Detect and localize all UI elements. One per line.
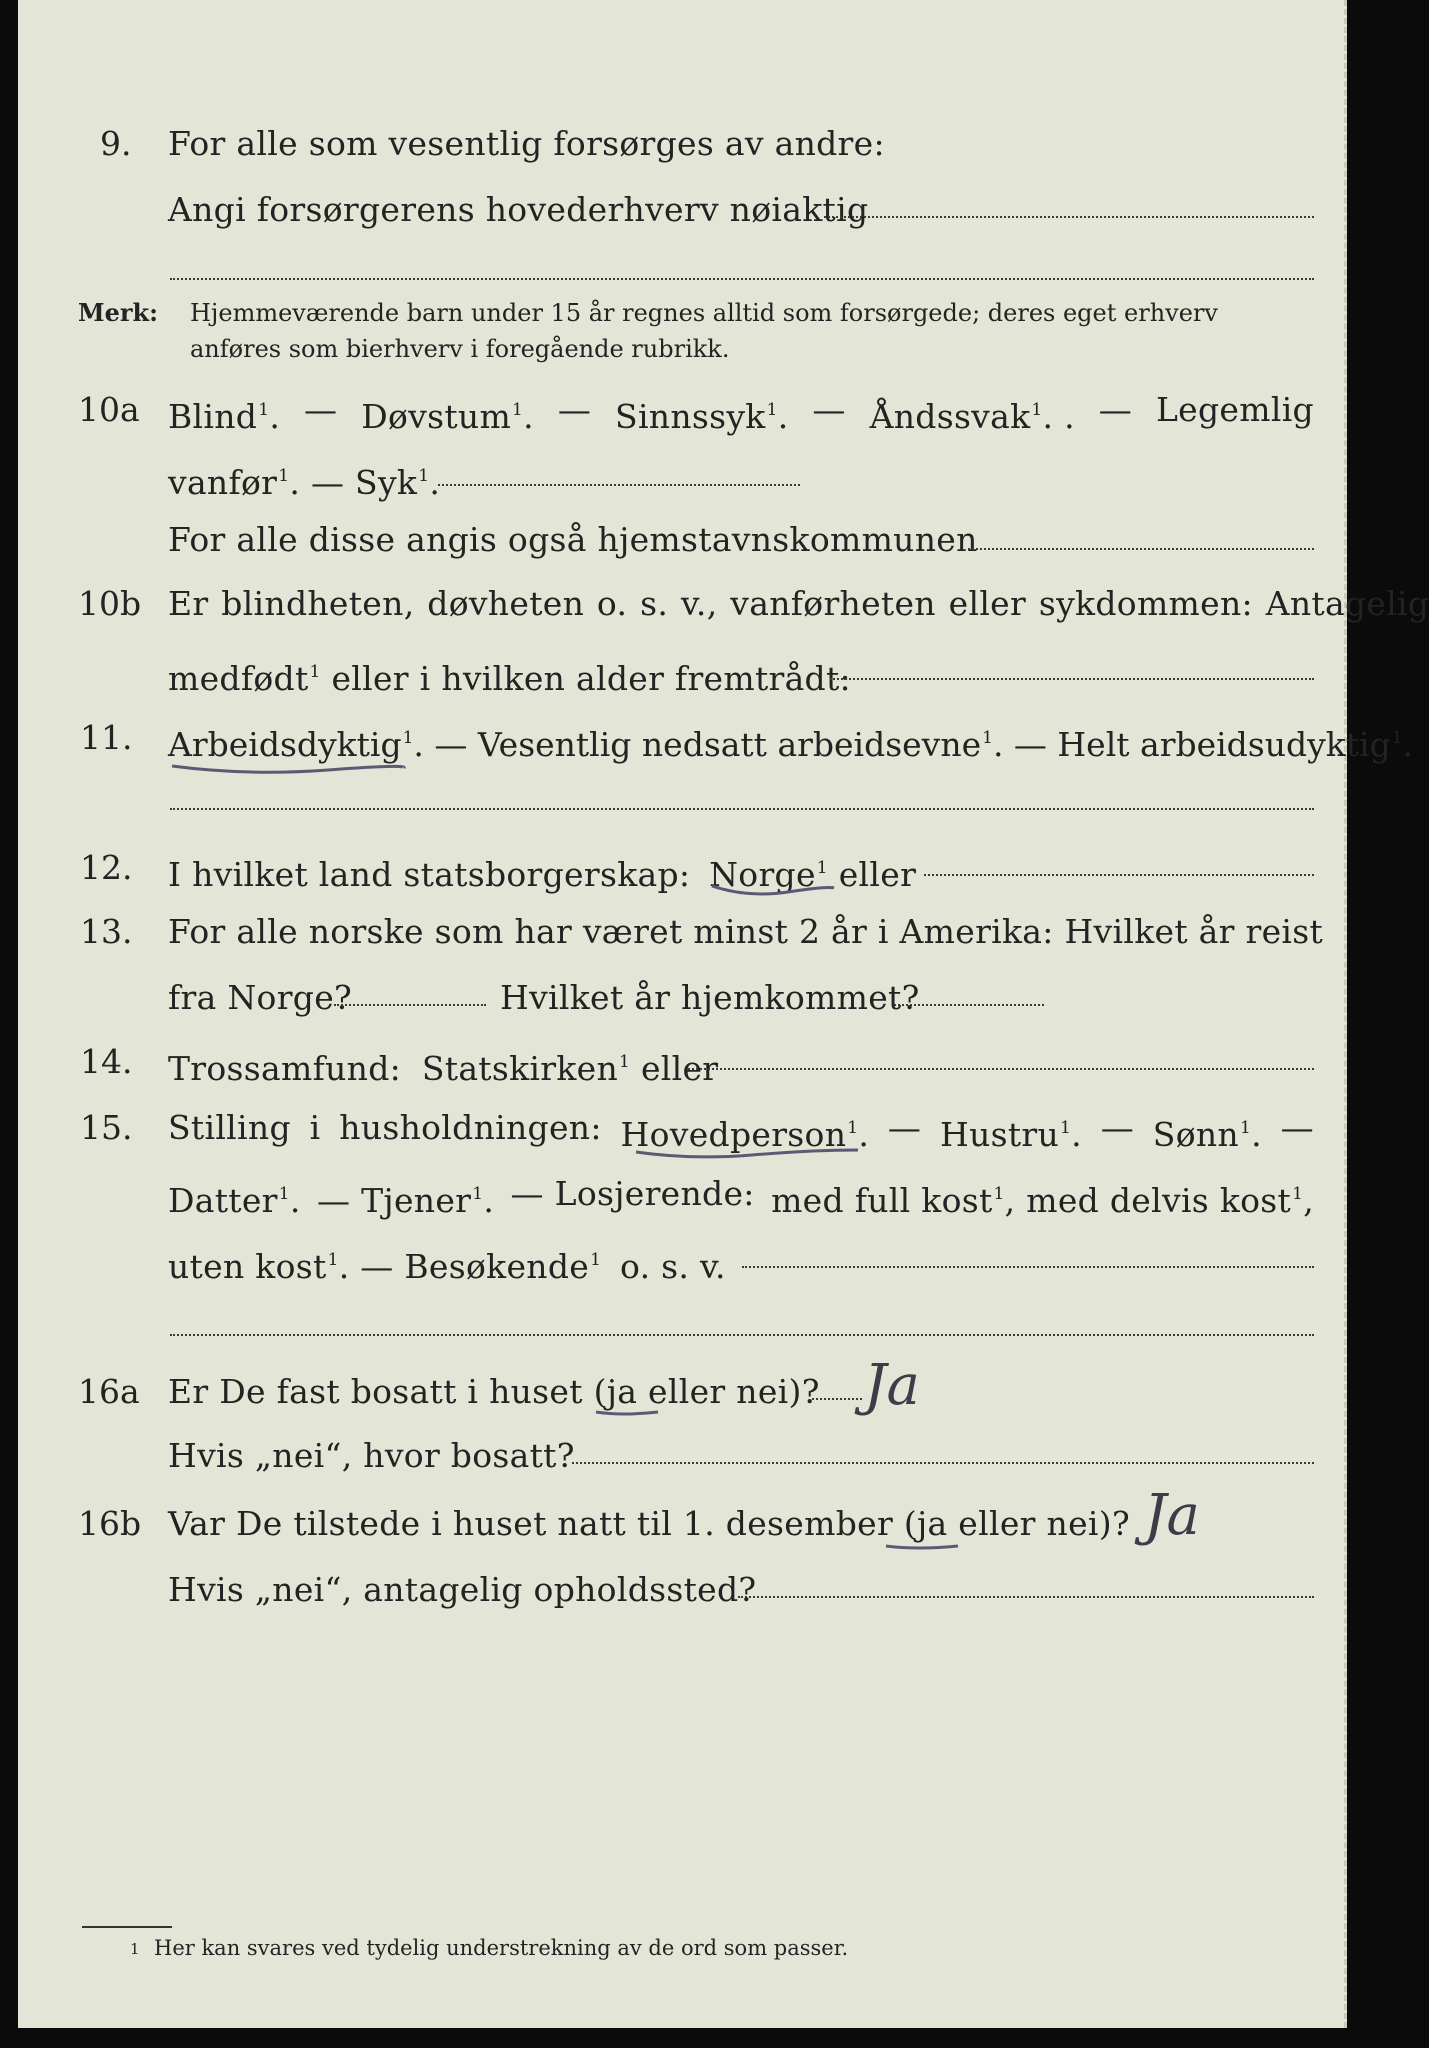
q13-number: 13. [80,912,133,951]
q9-number: 9. [100,124,132,163]
footnote-mark: 1 [472,1184,484,1204]
q11-arbeidsdyktig: Arbeidsdyktig [168,725,402,764]
merk-line2: anføres som bierhverv i foregående rubrikk. [190,335,730,363]
q10a-legemlig: Legemlig [1155,390,1314,429]
q10a-dash: — [1098,390,1133,429]
q11-period: . [1402,725,1414,764]
q10b-number: 10b [78,584,142,623]
q15-besokende: — Besøkende [360,1247,590,1286]
q12-label: I hvilket land statsborgerskap: [168,855,691,894]
q16a-line2: Hvis „nei“, hvor bosatt? [168,1436,575,1475]
q10a-sinnssyk: Sinnssyk [615,397,766,436]
q14-label: Trossamfund: [168,1049,402,1088]
q16b-line1: Var De tilstede i huset natt til 1. desember (ja eller nei)? [168,1504,1130,1543]
q14-answer-line [688,1068,1314,1070]
q16b-underline-mark [882,1540,962,1554]
footnote-mark: 1 [590,1250,602,1270]
q11-answer-line [170,808,1314,810]
q10a-dash: — [557,390,592,429]
q13-line1: For alle norske som har været minst 2 år i Amerika: Hvilket år reist [168,912,1324,951]
q15-sonn: Sønn [1152,1115,1239,1154]
q14-number: 14. [80,1042,133,1081]
footnote-mark: 1 [766,400,778,420]
q9-line1: For alle som vesentlig forsørges av andre: [168,124,885,163]
q10a-answer-line [438,484,800,486]
q10b-line2 [168,652,851,699]
footnote-mark: 1 [1031,400,1043,420]
q15-dash: — [1280,1108,1314,1147]
footnote-mark: 1 [1239,1118,1252,1138]
q14-line [168,1042,718,1089]
q15-full-kost: med full kost [771,1181,993,1220]
footnote-mark: 1 [993,1184,1005,1204]
q10a-vanfor: vanfør [168,463,278,502]
footnote-mark: 1 [1060,1118,1072,1138]
q16b-opholdssted-line [738,1596,1314,1598]
q15-word: Stilling [168,1108,291,1147]
q15-uten-kost: uten kost [168,1247,327,1286]
q10a-syk: — Syk [310,463,418,502]
q9-answer-line [824,216,1314,218]
merk-line1: Hjemmeværende barn under 15 år regnes alltid som forsørgede; deres eget erhverv [190,299,1218,327]
footnote-rule [82,1926,172,1928]
footnote-mark: 1 [1391,728,1403,748]
q14-eller: eller [640,1049,719,1088]
q16a-number: 16a [78,1372,140,1411]
q15-answer-line-2 [170,1334,1314,1336]
footnote-mark: 1 [418,466,430,486]
q10a-number: 10a [78,390,140,429]
q11-number: 11. [80,718,133,757]
q10a-andssvak: Åndssvak [869,397,1031,436]
footnote-mark: 1 [402,728,414,748]
q12-answer-line [924,874,1314,876]
footnote-mark: 1 [982,728,993,748]
q15-line2: Datter$^1$. — Tjener$^1$. — Losjerende: med full kost$^1$, med delvis kost$^1$, [168,1174,1314,1220]
footnote-mark: 1 [278,466,290,486]
merk-label: Merk: [78,298,158,327]
footnote-mark: 1 [278,1184,290,1204]
q15-osv: o. s. v. [620,1247,726,1286]
q11-underline-mark [168,756,408,780]
footnote-mark: 1 [512,400,524,420]
q12-number: 12. [80,848,133,887]
q10a-dovstum: Døvstum [361,397,512,436]
q15-hustru: Hustru [939,1115,1060,1154]
q10b-alder: eller i hvilken alder fremtrådt: [331,659,851,698]
q16a-bosatt-line [572,1462,1314,1464]
q13-reist-line [334,1004,486,1006]
q10b-medfodt: medfødt [168,659,309,698]
q11-nedsatt: . — Vesentlig nedsatt arbeidsevne [413,725,982,764]
q15-datter: Datter [168,1181,278,1220]
q10b-line1: Er blindheten, døvheten o. s. v., vanførheten eller sykdommen: Antagelig [168,584,1429,623]
q15-word: i [309,1108,321,1147]
q15-dash: — [887,1108,922,1147]
q10a-dash: — [304,390,338,429]
q15-hovedperson: Hovedperson [620,1115,847,1154]
footnote-mark: 1 [1292,1184,1304,1204]
footnote-mark: 1 [258,400,270,420]
q15-losjerende: — Losjerende: [510,1174,755,1213]
q12-underline-mark [708,878,838,900]
q15-delvis-kost: , med delvis kost [1004,1181,1292,1220]
q15-word: husholdningen: [339,1108,602,1147]
q13-line2b: Hvilket år hjemkommet? [500,978,920,1017]
q10a-line1: Blind$^1$. — Døvstum$^1$. — Sinnssyk$^1$. — Åndssvak$^1$. . — Legemlig [168,390,1314,436]
footnote-mark: 1 [327,1250,339,1270]
form-page [18,0,1429,2028]
q10a-line2: vanfør$^1$. — Syk$^1$. [168,463,441,502]
q10b-answer-line [830,678,1314,680]
q13-hjemkommet-line [894,1004,1044,1006]
footnote-mark: 1 [309,662,321,682]
q15-underline-mark [632,1140,862,1164]
q16a-answer-line [812,1398,862,1400]
q10a-blind: Blind [168,397,258,436]
q15-line1: Stilling i husholdningen: Hovedperson$^1$. — Hustru$^1$. — Sønn$^1$. — [168,1108,1314,1154]
q10a-line3: For alle disse angis også hjemstavnskommunen [168,520,978,559]
q11-udyktig: . — Helt arbeidsudyktig [992,725,1391,764]
q15-dash: — [1100,1108,1135,1147]
q10a-kommune-line [968,548,1314,550]
footnote-mark: 1 [847,1118,859,1138]
footnote-number: 1 [130,1940,140,1958]
q16a-line1: Er De fast bosatt i huset (ja eller nei)? [168,1372,820,1411]
q14-statskirken: Statskirken [421,1049,619,1088]
q15-line3: uten kost$^1$. — Besøkende$^1$ o. s. v. [168,1247,726,1286]
footnote-mark: 1 [619,1052,631,1072]
footnote-text: Her kan svares ved tydelig understrekning av de ord som passer. [154,1936,849,1960]
q9-line2: Angi forsørgerens hovederhverv nøiaktig [168,190,869,229]
q12-eller: eller [838,855,917,894]
footnote-mark: 1 [816,858,828,878]
q12-norge: Norge [709,855,816,894]
q16b-answer: Ja [1144,1483,1200,1548]
q16b-number: 16b [78,1504,142,1543]
q15-tjener: — Tjener [317,1181,472,1220]
q9-answer-line-2 [170,278,1314,280]
q16a-underline-mark [592,1406,662,1420]
q13-line2a: fra Norge? [168,978,353,1017]
q10a-dash: — [812,390,846,429]
q15-number: 15. [80,1108,133,1147]
q15-answer-line [742,1266,1314,1268]
q16b-line2: Hvis „nei“, antagelig opholdssted? [168,1570,757,1609]
q16a-answer: Ja [864,1353,920,1418]
q15-period: . [858,1115,870,1154]
